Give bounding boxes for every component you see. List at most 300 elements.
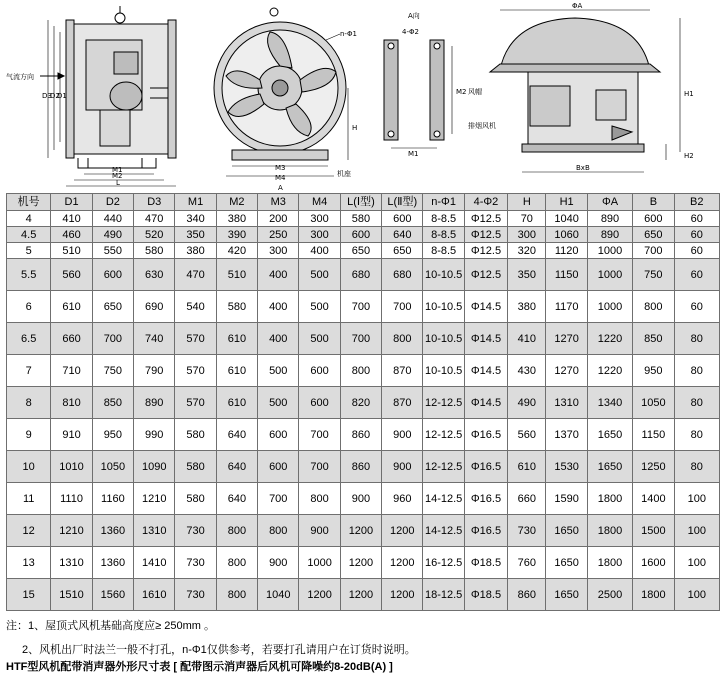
table-cell: 100 [674, 547, 719, 579]
table-cell: 810 [51, 387, 92, 419]
fan-cap-label: 风帽 [468, 88, 482, 96]
table-cell: 1310 [134, 515, 175, 547]
table-cell: 640 [382, 227, 423, 243]
table-cell: 730 [508, 515, 546, 547]
table-row [7, 323, 720, 355]
table-cell: 580 [175, 451, 216, 483]
table-cell: 1270 [546, 323, 587, 355]
table-cell: 490 [92, 227, 133, 243]
table-cell: 580 [175, 419, 216, 451]
header-cell: 4-Φ2 [464, 194, 507, 211]
m3-label: M3 [275, 164, 286, 172]
table-cell: 1220 [587, 323, 632, 355]
table-cell: 680 [382, 259, 423, 291]
table-cell: 800 [216, 579, 257, 611]
table-row [7, 483, 720, 515]
table-cell: 580 [340, 211, 381, 227]
table-cell: 10-10.5 [423, 259, 464, 291]
table-cell: 400 [299, 243, 340, 259]
table-cell: 1590 [546, 483, 587, 515]
header-cell: H1 [546, 194, 587, 211]
table-cell: 1800 [587, 547, 632, 579]
table-cell: 650 [340, 243, 381, 259]
table-cell: 1410 [134, 547, 175, 579]
table-cell: 1060 [546, 227, 587, 243]
table-cell: 1120 [546, 243, 587, 259]
table-cell: 500 [299, 259, 340, 291]
table-cell: 760 [508, 547, 546, 579]
table-cell: 950 [92, 419, 133, 451]
table-cell: 400 [258, 323, 299, 355]
table-cell: 440 [92, 211, 133, 227]
d1-label: D1 [57, 92, 67, 100]
table-cell: Φ18.5 [464, 579, 507, 611]
table-cell: 860 [340, 419, 381, 451]
table-cell: 1360 [92, 515, 133, 547]
table-body [7, 211, 720, 611]
table-cell: 890 [587, 227, 632, 243]
table-cell: 1310 [51, 547, 92, 579]
table-cell: 1210 [134, 483, 175, 515]
table-cell: 610 [216, 323, 257, 355]
table-cell: 500 [258, 355, 299, 387]
table-cell: 1610 [134, 579, 175, 611]
table-cell: 600 [92, 259, 133, 291]
table-cell: 2500 [587, 579, 632, 611]
table-cell: 510 [51, 243, 92, 259]
table-cell: 1650 [546, 547, 587, 579]
table-header-row [7, 194, 720, 211]
table-cell: 600 [299, 355, 340, 387]
table-cell: 700 [299, 451, 340, 483]
table-cell: 1510 [51, 579, 92, 611]
model-cell: 5.5 [7, 259, 51, 291]
header-cell: D3 [134, 194, 175, 211]
table-cell: 380 [508, 291, 546, 323]
table-cell: 610 [216, 355, 257, 387]
table-cell: 870 [382, 387, 423, 419]
table-cell: 710 [51, 355, 92, 387]
table-cell: 700 [92, 323, 133, 355]
table-cell: 100 [674, 515, 719, 547]
table-cell: 410 [51, 211, 92, 227]
table-cell: 900 [299, 515, 340, 547]
table-cell: 800 [633, 291, 674, 323]
table-cell: 1650 [546, 515, 587, 547]
table-cell: 60 [674, 211, 719, 227]
table-cell: 1150 [633, 419, 674, 451]
m1-bar-label: M1 [408, 150, 419, 158]
table-cell: 820 [340, 387, 381, 419]
h-label: H [352, 124, 358, 132]
table-cell: 660 [508, 483, 546, 515]
table-row [7, 547, 720, 579]
table-cell: 80 [674, 451, 719, 483]
m1-label: M1 [112, 166, 123, 174]
table-cell: 250 [258, 227, 299, 243]
table-cell: 870 [382, 355, 423, 387]
table-cell: 500 [299, 323, 340, 355]
table-cell: 730 [175, 579, 216, 611]
table-cell: 800 [216, 515, 257, 547]
table-cell: 1800 [587, 483, 632, 515]
four-phi2-label: 4-Φ2 [402, 28, 419, 36]
table-cell: 990 [134, 419, 175, 451]
table-cell: 1040 [258, 579, 299, 611]
table-cell: Φ14.5 [464, 291, 507, 323]
table-cell: 800 [216, 547, 257, 579]
model-cell: 6 [7, 291, 51, 323]
table-cell: 8-8.5 [423, 243, 464, 259]
table-cell: 470 [134, 211, 175, 227]
a-view-drawing [384, 40, 452, 148]
note-1: 注：1、屋顶式风机基础高度应≥ 250mm 。 [6, 620, 215, 632]
table-cell: 300 [299, 227, 340, 243]
table-cell: 650 [382, 243, 423, 259]
table-cell: Φ12.5 [464, 259, 507, 291]
header-cell: ΦA [587, 194, 632, 211]
table-cell: 750 [633, 259, 674, 291]
table-cell: 900 [382, 451, 423, 483]
table-row [7, 211, 720, 227]
table-cell: 100 [674, 483, 719, 515]
header-cell: M1 [175, 194, 216, 211]
table-cell: 580 [134, 243, 175, 259]
table-cell: 630 [134, 259, 175, 291]
table-cell: 1170 [546, 291, 587, 323]
table-cell: 600 [299, 387, 340, 419]
table-cell: 510 [216, 259, 257, 291]
table-cell: Φ14.5 [464, 355, 507, 387]
table-cell: 1150 [546, 259, 587, 291]
table-cell: 700 [299, 419, 340, 451]
table-cell: 60 [674, 291, 719, 323]
table-cell: 1200 [340, 547, 381, 579]
table-cell: 610 [508, 451, 546, 483]
table-cell: 890 [134, 387, 175, 419]
table-cell: Φ18.5 [464, 547, 507, 579]
model-cell: 10 [7, 451, 51, 483]
table-cell: 60 [674, 227, 719, 243]
table-cell: 640 [216, 483, 257, 515]
table-cell: 80 [674, 387, 719, 419]
header-cell: M4 [299, 194, 340, 211]
table-cell: 1050 [633, 387, 674, 419]
table-cell: 860 [340, 451, 381, 483]
table-cell: 1530 [546, 451, 587, 483]
table-cell: 800 [382, 323, 423, 355]
table-cell: 12-12.5 [423, 419, 464, 451]
table-cell: 610 [51, 291, 92, 323]
table-cell: 350 [175, 227, 216, 243]
table-cell: 900 [340, 483, 381, 515]
table-cell: 320 [508, 243, 546, 259]
table-cell: 1270 [546, 355, 587, 387]
table-cell: 900 [382, 419, 423, 451]
table-cell: 800 [340, 355, 381, 387]
table-cell: 80 [674, 323, 719, 355]
m2-label: M2 [112, 172, 123, 180]
header-cell: H [508, 194, 546, 211]
table-cell: 750 [92, 355, 133, 387]
table-cell: 900 [258, 547, 299, 579]
table-cell: 1370 [546, 419, 587, 451]
table-cell: Φ14.5 [464, 323, 507, 355]
table-cell: 560 [508, 419, 546, 451]
table-cell: 1110 [51, 483, 92, 515]
table-cell: 380 [216, 211, 257, 227]
table-cell: 690 [134, 291, 175, 323]
table-cell: 1340 [587, 387, 632, 419]
table-cell: 60 [674, 243, 719, 259]
table-cell: 610 [216, 387, 257, 419]
table-cell: Φ16.5 [464, 451, 507, 483]
table-cell: 60 [674, 259, 719, 291]
table-cell: Φ12.5 [464, 243, 507, 259]
h1-label: H1 [684, 90, 694, 98]
table-cell: 1000 [587, 243, 632, 259]
header-cell: B2 [674, 194, 719, 211]
table-cell: 600 [633, 211, 674, 227]
model-cell: 11 [7, 483, 51, 515]
table-cell: 340 [175, 211, 216, 227]
table-cell: 1800 [587, 515, 632, 547]
table-cell: Φ14.5 [464, 387, 507, 419]
table-cell: 400 [258, 291, 299, 323]
d2-label: D2 [50, 92, 60, 100]
header-cell: n-Φ1 [423, 194, 464, 211]
table-cell: 1210 [51, 515, 92, 547]
table-cell: 380 [175, 243, 216, 259]
m2-bar-label: M2 [456, 88, 467, 96]
model-cell: 9 [7, 419, 51, 451]
table-cell: 500 [258, 387, 299, 419]
table-cell: 570 [175, 323, 216, 355]
model-cell: 7 [7, 355, 51, 387]
table-cell: 1650 [587, 451, 632, 483]
table-cell: 550 [92, 243, 133, 259]
table-cell: 540 [175, 291, 216, 323]
table-cell: 520 [134, 227, 175, 243]
table-cell: 1400 [633, 483, 674, 515]
table-cell: 730 [175, 515, 216, 547]
model-cell: 15 [7, 579, 51, 611]
table-cell: 1600 [633, 547, 674, 579]
table-cell: 730 [175, 547, 216, 579]
h2-label: H2 [684, 152, 694, 160]
table-cell: 700 [633, 243, 674, 259]
table-cell: 560 [51, 259, 92, 291]
table-row [7, 579, 720, 611]
table-cell: 300 [299, 211, 340, 227]
table-cell: 1360 [92, 547, 133, 579]
table-cell: 700 [258, 483, 299, 515]
table-row [7, 419, 720, 451]
table-cell: 470 [175, 259, 216, 291]
table-cell: 410 [508, 323, 546, 355]
model-cell: 12 [7, 515, 51, 547]
table-cell: 1040 [546, 211, 587, 227]
table-cell: 1160 [92, 483, 133, 515]
table-cell: 10-10.5 [423, 291, 464, 323]
phi-a-label: ΦA [572, 2, 583, 10]
table-cell: 800 [299, 483, 340, 515]
table-cell: Φ12.5 [464, 227, 507, 243]
m4-label: M4 [275, 174, 286, 182]
table-cell: 890 [587, 211, 632, 227]
header-cell: 机号 [7, 194, 51, 211]
table-cell: 490 [508, 387, 546, 419]
table-row [7, 227, 720, 243]
table-cell: 1220 [587, 355, 632, 387]
table-cell: 8-8.5 [423, 211, 464, 227]
table-cell: 18-12.5 [423, 579, 464, 611]
table-cell: 600 [340, 227, 381, 243]
header-cell: D2 [92, 194, 133, 211]
table-cell: 1200 [382, 547, 423, 579]
table-cell: 1090 [134, 451, 175, 483]
exhaust-fan-label: 排烟风机 [468, 122, 496, 130]
table-cell: 12-12.5 [423, 451, 464, 483]
table-row [7, 291, 720, 323]
header-cell: L(Ⅱ型) [382, 194, 423, 211]
table-cell: Φ12.5 [464, 211, 507, 227]
table-cell: 14-12.5 [423, 483, 464, 515]
table-cell: 680 [340, 259, 381, 291]
table-cell: 400 [258, 259, 299, 291]
model-cell: 13 [7, 547, 51, 579]
table-row [7, 451, 720, 483]
table-row [7, 515, 720, 547]
table-cell: 80 [674, 355, 719, 387]
table-cell: 10-10.5 [423, 323, 464, 355]
table-cell: 1560 [92, 579, 133, 611]
table-cell: 1200 [299, 579, 340, 611]
spec-table [6, 193, 720, 611]
arrow-a-label: A [278, 184, 283, 192]
table-cell: 960 [382, 483, 423, 515]
table-cell: 580 [175, 483, 216, 515]
table-cell: 420 [216, 243, 257, 259]
table-cell: 1050 [92, 451, 133, 483]
table-cell: 850 [92, 387, 133, 419]
front-view-drawing [214, 8, 348, 176]
table-cell: Φ16.5 [464, 419, 507, 451]
table-cell: 430 [508, 355, 546, 387]
table-cell: 70 [508, 211, 546, 227]
table-cell: 300 [508, 227, 546, 243]
table-cell: 1010 [51, 451, 92, 483]
model-cell: 8 [7, 387, 51, 419]
table-cell: 1800 [633, 579, 674, 611]
table-cell: 460 [51, 227, 92, 243]
model-cell: 6.5 [7, 323, 51, 355]
table-cell: 1310 [546, 387, 587, 419]
bxb-label: BxB [576, 164, 590, 172]
table-cell: 1000 [587, 291, 632, 323]
table-cell: 650 [92, 291, 133, 323]
model-cell: 5 [7, 243, 51, 259]
roof-fan-drawing [490, 10, 680, 172]
table-caption: HTF型风机配带消声器外形尺寸表 [ 配带图示消声器后风机可降噪约8-20dB(A) ] [6, 661, 393, 673]
drawings-svg [0, 0, 725, 192]
d3-label: D3 [42, 92, 52, 100]
table-cell: 1000 [299, 547, 340, 579]
table-cell: 600 [258, 419, 299, 451]
table-cell: 100 [674, 579, 719, 611]
table-cell: 580 [216, 291, 257, 323]
table-row [7, 259, 720, 291]
view-a-label: A向 [408, 12, 420, 20]
table-cell: 1000 [587, 259, 632, 291]
table-row [7, 243, 720, 259]
table-cell: 650 [633, 227, 674, 243]
table-cell: 390 [216, 227, 257, 243]
table-cell: 1650 [587, 419, 632, 451]
table-cell: 910 [51, 419, 92, 451]
table-cell: 16-12.5 [423, 547, 464, 579]
table-cell: 850 [633, 323, 674, 355]
table-cell: 800 [258, 515, 299, 547]
table-cell: 600 [258, 451, 299, 483]
table-cell: 10-10.5 [423, 355, 464, 387]
table-cell: 700 [382, 291, 423, 323]
table-cell: 14-12.5 [423, 515, 464, 547]
model-cell: 4.5 [7, 227, 51, 243]
note-2: 2、风机出厂时法兰一般不打孔，n-Φ1仅供参考，若要打孔请用户在订货时说明。 [22, 644, 416, 656]
header-cell: D1 [51, 194, 92, 211]
table-cell: 700 [340, 291, 381, 323]
n-phi1-label: n-Φ1 [340, 30, 357, 38]
table-cell: 1200 [340, 579, 381, 611]
table-cell: 660 [51, 323, 92, 355]
table-cell: 1200 [382, 515, 423, 547]
table-cell: 740 [134, 323, 175, 355]
model-cell: 4 [7, 211, 51, 227]
header-cell: B [633, 194, 674, 211]
table-cell: 950 [633, 355, 674, 387]
table-cell: 640 [216, 451, 257, 483]
header-cell: M2 [216, 194, 257, 211]
table-cell: 1500 [633, 515, 674, 547]
table-cell: 570 [175, 355, 216, 387]
table-cell: 12-12.5 [423, 387, 464, 419]
base-label: 机座 [337, 170, 351, 178]
header-cell: L(Ⅰ型) [340, 194, 381, 211]
table-cell: 570 [175, 387, 216, 419]
table-cell: 350 [508, 259, 546, 291]
table-cell: 80 [674, 419, 719, 451]
table-cell: 790 [134, 355, 175, 387]
table-cell: 600 [382, 211, 423, 227]
table-cell: 700 [340, 323, 381, 355]
table-cell: 500 [299, 291, 340, 323]
header-cell: M3 [258, 194, 299, 211]
table-cell: Φ16.5 [464, 515, 507, 547]
table-cell: 1200 [340, 515, 381, 547]
table-cell: 1650 [546, 579, 587, 611]
table-row [7, 355, 720, 387]
table-row [7, 387, 720, 419]
table-cell: 200 [258, 211, 299, 227]
dimension-drawings [0, 0, 725, 192]
airflow-label: 气流方向 [6, 73, 34, 81]
table-cell: 1200 [382, 579, 423, 611]
table-cell: Φ16.5 [464, 483, 507, 515]
l-label: L [116, 179, 120, 187]
table-cell: 860 [508, 579, 546, 611]
table-cell: 8-8.5 [423, 227, 464, 243]
